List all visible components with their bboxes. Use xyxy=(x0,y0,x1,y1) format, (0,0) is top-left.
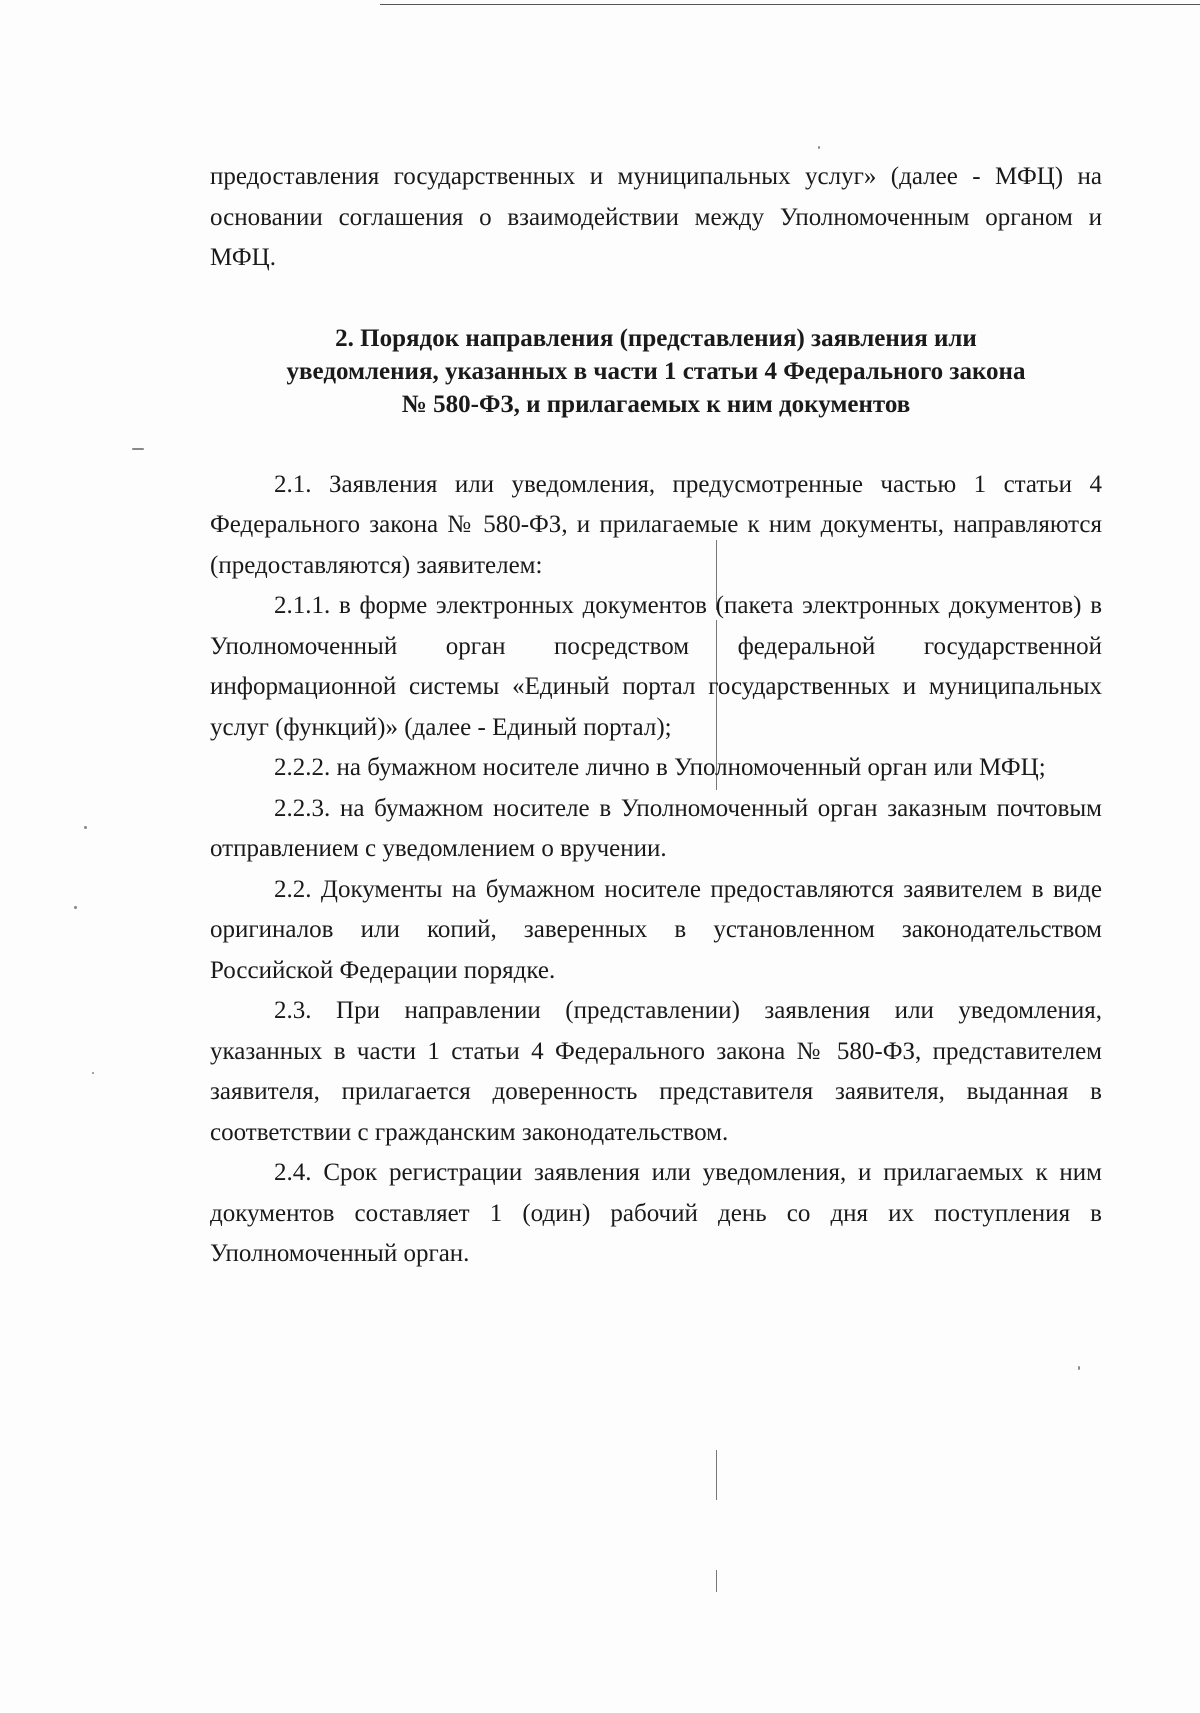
section-heading-line: 2. Порядок направления (представления) заявления или xyxy=(335,324,977,352)
scan-artifact xyxy=(716,1450,717,1500)
scan-artifact xyxy=(716,1570,717,1592)
section-heading xyxy=(210,322,1102,421)
paragraph-2-2-3: 2.2.3. на бумажном носителе в Уполномоченный орган заказным почтовым отправлением с уведомлением о вручении. xyxy=(210,794,1102,862)
section-heading-line: уведомления, указанных в части 1 статьи 4 Федерального закона xyxy=(286,357,1026,385)
scan-artifact xyxy=(74,906,77,909)
paragraph-2-1-1: 2.1.1. в форме электронных документов (пакета электронных документов) в Уполномоченный орган посредством федеральной государственной информационной системы «Единый портал государственных и муниципальных услуг (функций)» (далее - Единый портал); xyxy=(210,592,1102,741)
paragraph-2-3: 2.3. При направлении (представлении) заявления или уведомления, указанных в части 1 статьи 4 Федерального закона № 580-ФЗ, представителем заявителя, прилагается доверенность представителя заявителя, выданная в соответствии с гражданским законодательством. xyxy=(210,997,1102,1146)
paragraph-2-2: 2.2. Документы на бумажном носителе предоставляются заявителем в виде оригиналов или копий, заверенных в установленном законодательством Российской Федерации порядке. xyxy=(210,875,1102,984)
paragraph-2-4: 2.4. Срок регистрации заявления или уведомления, и прилагаемых к ним документов составляет 1 (один) рабочий день со дня их поступления в Уполномоченный орган. xyxy=(210,1159,1102,1267)
paragraph-2-1: 2.1. Заявления или уведомления, предусмотренные частью 1 статьи 4 Федерального закона № 580-ФЗ, и прилагаемые к ним документы, направляются (предоставляются) заявителем: xyxy=(210,470,1102,579)
scan-artifact xyxy=(818,146,820,149)
scan-artifact xyxy=(92,1072,94,1074)
scan-artifact xyxy=(84,826,87,829)
intro-paragraph: предоставления государственных и муниципальных услуг» (далее - МФЦ) на основании соглашения о взаимодействии между Уполномоченным органом и МФЦ. xyxy=(210,163,1102,271)
top-edge-line xyxy=(380,4,1200,5)
scan-artifact xyxy=(1078,1366,1080,1370)
section-heading-line: № 580-ФЗ, и прилагаемых к ним документов xyxy=(401,390,911,418)
document-body xyxy=(210,157,1102,1275)
scan-artifact xyxy=(132,448,144,450)
paragraph-2-2-2: 2.2.2. на бумажном носителе лично в Уполномоченный орган или МФЦ; xyxy=(274,754,1046,781)
